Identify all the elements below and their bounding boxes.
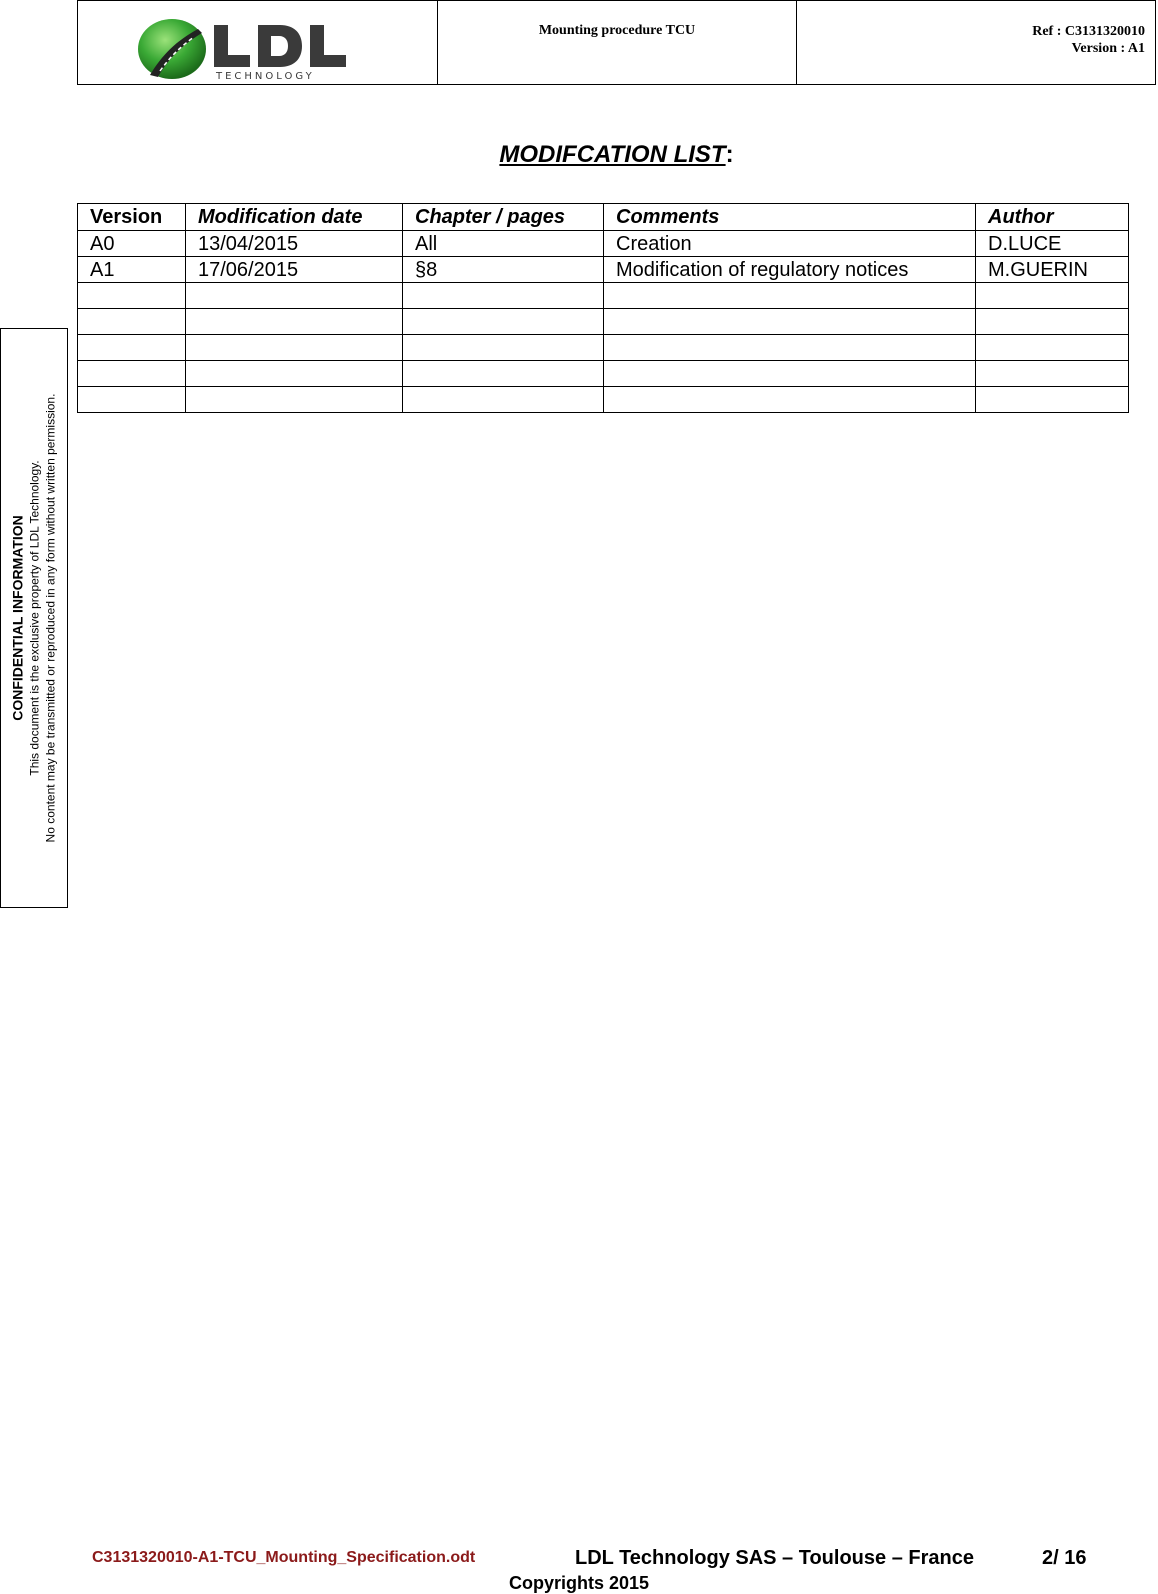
table-cell xyxy=(78,309,186,335)
table-cell: A1 xyxy=(78,257,186,283)
version-label: Version : A1 xyxy=(1071,41,1145,56)
footer-company: LDL Technology SAS – Toulouse – France xyxy=(575,1547,974,1569)
modification-table xyxy=(77,203,1129,413)
column-header-author: Author xyxy=(976,204,1129,231)
table-cell xyxy=(78,361,186,387)
confidential-line-2: No content may be transmitted or reproduced in any form without written permission. xyxy=(43,393,58,843)
table-row xyxy=(78,283,1129,309)
column-header-version: Version xyxy=(78,204,186,231)
table-row xyxy=(78,361,1129,387)
logo-subtext: TECHNOLOGY xyxy=(216,71,315,81)
table-row xyxy=(78,231,1129,257)
table-cell: Modification of regulatory notices xyxy=(604,257,976,283)
table-cell xyxy=(976,335,1129,361)
confidential-line-1: This document is the exclusive property of LDL Technology. xyxy=(27,460,42,776)
table-cell xyxy=(403,309,604,335)
page-title xyxy=(77,141,1156,169)
footer-copyright: Copyrights 2015 xyxy=(508,1573,650,1593)
ldl-logo xyxy=(136,15,366,81)
table-cell xyxy=(78,387,186,413)
document-title: Mounting procedure TCU xyxy=(438,1,797,84)
reference-number: Ref : C3131320010 xyxy=(1032,24,1145,39)
table-cell xyxy=(604,361,976,387)
table-row xyxy=(78,335,1129,361)
footer-filename: C3131320010-A1-TCU_Mounting_Specification.odt xyxy=(92,1549,476,1566)
table-cell xyxy=(186,387,403,413)
table-cell: 17/06/2015 xyxy=(186,257,403,283)
table-header-row xyxy=(78,204,1129,231)
column-header-date: Modification date xyxy=(186,204,403,231)
logo-cell xyxy=(78,1,438,84)
table-cell xyxy=(78,335,186,361)
column-header-comments: Comments xyxy=(604,204,976,231)
table-cell xyxy=(976,387,1129,413)
table-cell xyxy=(403,387,604,413)
table-cell: D.LUCE xyxy=(976,231,1129,257)
table-cell: A0 xyxy=(78,231,186,257)
table-row xyxy=(78,387,1129,413)
table-cell: All xyxy=(403,231,604,257)
table-cell xyxy=(403,335,604,361)
table-cell xyxy=(976,309,1129,335)
table-cell xyxy=(604,283,976,309)
table-row xyxy=(78,309,1129,335)
page-title-text: MODIFCATION LIST xyxy=(499,141,726,168)
table-cell xyxy=(78,283,186,309)
table-cell xyxy=(604,387,976,413)
page-header xyxy=(77,0,1156,85)
page-title-colon: : xyxy=(725,141,734,168)
table-cell: M.GUERIN xyxy=(976,257,1129,283)
table-cell: Creation xyxy=(604,231,976,257)
table-cell xyxy=(186,309,403,335)
table-cell: 13/04/2015 xyxy=(186,231,403,257)
confidential-title: CONFIDENTIAL INFORMATION xyxy=(9,515,26,721)
table-cell: §8 xyxy=(403,257,604,283)
footer-page-number: 2/ 16 xyxy=(1042,1547,1087,1569)
table-cell xyxy=(976,361,1129,387)
table-row xyxy=(78,257,1129,283)
reference-cell xyxy=(797,1,1155,84)
column-header-chapter: Chapter / pages xyxy=(403,204,604,231)
table-cell xyxy=(186,361,403,387)
table-cell xyxy=(403,361,604,387)
table-cell xyxy=(186,283,403,309)
table-cell xyxy=(976,283,1129,309)
confidential-notice xyxy=(0,328,68,908)
table-cell xyxy=(186,335,403,361)
table-cell xyxy=(604,335,976,361)
table-cell xyxy=(604,309,976,335)
table-cell xyxy=(403,283,604,309)
